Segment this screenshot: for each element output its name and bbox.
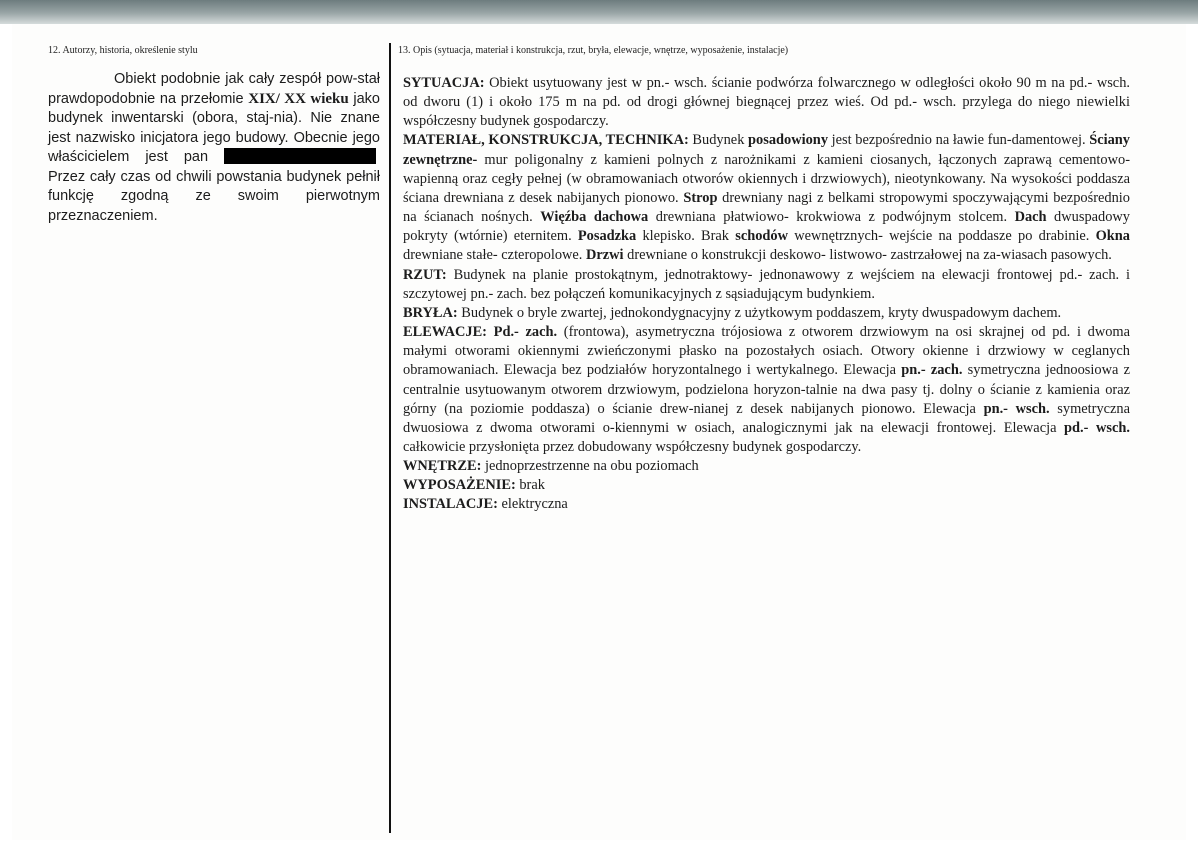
text-run: symetryczna dwuosiowa z dwoma otworami o-kiennymi w osiach, analogicznymi jak na elewacji frontowej. Elewacja [403,400,1131,436]
rzut-text: Budynek na planie prostokątnym, jednotraktowy- jednonawowy z wejściem na elewacji frontowej pd.- zach. i szczytowej pn.- zach. bez połączeń komunikacyjnych z sąsiadującym budynkiem. [403,266,1130,302]
term-bold: Okna [1095,228,1130,245]
sytuacja-text: Obiekt usytuowany jest w pn.- wsch. ścianie podwórza folwarcznego w odległości około 90 m na pd.- wsch. od dworu (1) i około 175 m na pd. od drogi głównej biegnącej przez wieś. Od pd.- wsch. przylega do niego niewielki współczesny budynek gospodarczy. [403,75,1130,130]
text-run: całkowicie przysłonięta przez dobudowany współczesny budynek gospodarczy. [403,438,862,455]
term-bold: Ściany zewnętrzne- [403,132,1130,168]
text-run: mur poligonalny z kamieni polnych z narożnikami z kamieni ciosanych, łączonych zaprawą cementowo- wapienną oraz cegły pełnej (w obramowaniach otworów okiennych i drzwiowych), nieotynkowany. Na wysokości poddasza ściana drewniana z desek nabijanych pionowo. [403,151,1130,206]
text-run: drewniane o konstrukcji deskowo- listwowo- zastrzałowej na za-wiasach pasowych. [623,247,1112,264]
sytuacja-paragraph [403,74,1130,131]
text-run: klepisko. Brak [636,228,736,245]
term-bold: Więźba dachowa [540,209,649,226]
term-bold: pn.- zach. [901,362,963,379]
wyposazenie-paragraph [403,476,1130,495]
elewacje-paragraph [403,323,1130,457]
bryla-paragraph [403,304,1130,323]
bryla-text: Budynek o bryle zwartej, jednokondygnacyjny z użytkowym poddaszem, kryty dwuspadowym dachem. [457,304,1062,321]
term-bold: Posadzka [577,228,637,245]
term-bold: Drzwi [586,247,624,264]
text-run: Obiekt podobnie jak cały zespół pow-stał prawdopodobnie na przełomie [48,71,380,107]
term-bold: schodów [735,228,788,245]
term-bold: Strop [683,189,718,206]
wyposazenie-text: brak [515,477,545,494]
text-run: jako budynek inwentarski (obora, staj-nia). Nie znane jest nazwisko inicjatora jego budowy. Obecnie jego właścicielem jest pan [48,90,380,165]
text-run: wewnętrznych- wejście na poddasze po drabinie. [788,228,1096,245]
term-bold: pd.- wsch. [1064,419,1130,436]
wnetrze-paragraph [403,457,1130,476]
section-13-heading: 13. Opis (sytuacja, materiał i konstrukcja, rzut, bryła, elewacje, wnętrze, wyposażenie, instalacje) [398,45,789,56]
term-bold: pn.- wsch. [983,400,1050,417]
text-run: (frontowa), asymetryczna trójosiowa z otworem drzwiowym na osi skrajnej od pd. i dwoma małymi otworami okiennymi zwieńczonymi płasko na pozostałych osiach. Otwory okienne i drzwiowy w ceglanych obramowaniach. Elewacja bez podziałów horyzontalnego i wertykalnego. Elewacja [403,324,1131,379]
history-paragraph [48,70,380,226]
section-12-body [48,70,380,226]
material-paragraph [403,131,1130,265]
term-bold: posadowiony [748,132,829,149]
instalacje-paragraph [403,495,1130,514]
text-run: Budynek [688,132,749,149]
text-run: drewniana płatwiowo- krokwiowa z podwójnym stolcem. [648,209,1015,226]
wnetrze-label: WNĘTRZE: [403,458,482,475]
bryla-label: BRYŁA: [403,304,458,321]
section-12-heading: 12. Autorzy, historia, określenie stylu [48,45,198,56]
column-divider [389,43,391,833]
sytuacja-label: SYTUACJA: [403,75,485,91]
text-run: jest bezpośrednio na ławie fun-damentowej. [828,132,1090,149]
date-bold: XIX/ XX wieku [248,90,349,107]
text-run: drewniane stałe- czteropolowe. [403,247,586,264]
instalacje-text: elektryczna [497,496,568,513]
term-bold: Dach [1014,209,1047,226]
scan-top-edge [0,0,1198,24]
instalacje-label: INSTALACJE: [403,496,498,513]
redacted-name-bar [224,148,376,164]
section-13-body [403,74,1130,515]
term-bold: Pd.- zach. [486,324,558,341]
wyposazenie-label: WYPOSAŻENIE: [403,477,516,494]
text-run: Przez cały czas od chwili powstania budynek pełnił funkcję zgodną ze swoim pierwotnym przeznaczeniem. [48,168,380,224]
material-label: MATERIAŁ, KONSTRUKCJA, TECHNIKA: [403,132,689,149]
wnetrze-text: jednoprzestrzenne na obu poziomach [481,458,699,475]
text-run: symetryczna jednoosiowa z centralnie usytuowanym otworem drzwiowym, podzielona horyzon-talnie na dwa pasy tj. dolny o ścianie z kamienia oraz górny (na poziomie poddasza) o ścianie drew-nianej z desek nabijanych pionowo. Elewacja [403,362,1130,417]
text-run: drewniany nagi z belkami stropowymi spoczywającymi bezpośrednio na ścianach nośnych. [403,189,1130,226]
rzut-paragraph [403,266,1130,304]
rzut-label: RZUT: [403,266,447,283]
text-run: dwuspadowy pokryty (wtórnie) eternitem. [403,209,1131,245]
elewacje-label: ELEWACJE: [403,324,487,341]
